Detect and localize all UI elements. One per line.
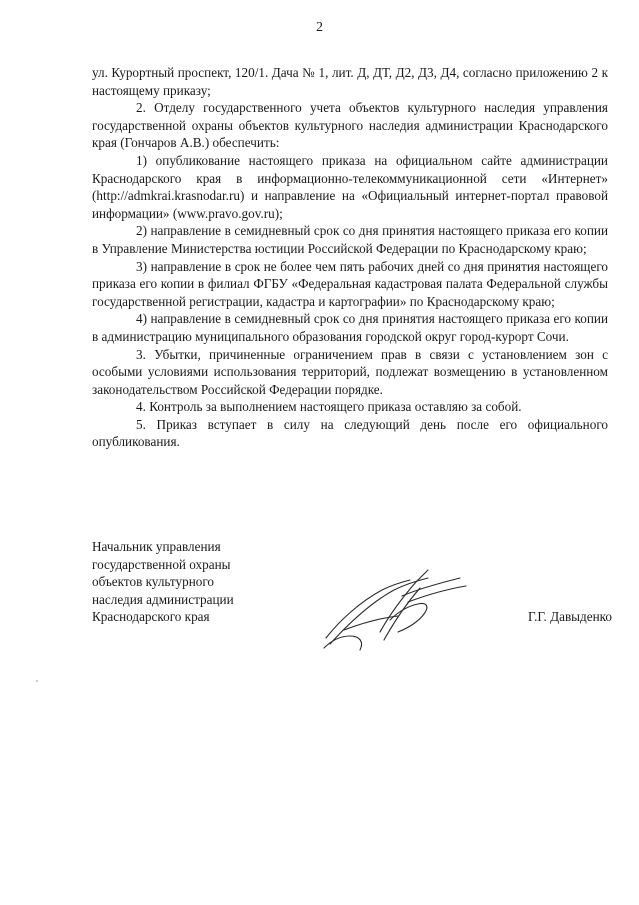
paragraph-continuation: ул. Курортный проспект, 120/1. Дача № 1, лит. Д, ДТ, Д2, Д3, Д4, согласно приложению 2 к настоящему приказу; [92,65,608,98]
signer-title-line: Начальник управления [92,539,221,554]
signer-title-line: наследия администрации [92,591,234,607]
document-body [92,64,608,451]
signer-title [92,538,292,626]
paragraph-subitem-2: 2) направление в семидневный срок со дня принятия настоящего приказа его копии в Управление Министерства юстиции Российской Федерации по Краснодарскому краю; [92,223,608,256]
signer-title-line: Краснодарского края [92,609,210,625]
paragraph-subitem-4: 4) направление в семидневный срок со дня принятия настоящего приказа его копии в администрацию муниципального образования городской округ город-курорт Сочи. [92,311,608,344]
signer-name: Г.Г. Давыденко [527,609,612,624]
paragraph-item-3: 3. Убытки, причиненные ограничением прав в связи с установлением зон с особыми условиями использования территорий, подлежат возмещению в установленном законодательством Российской Федерации порядке. [92,346,608,397]
signer-title-line: государственной охраны [92,556,231,572]
signer-title-line: объектов культурного [92,574,215,590]
paragraph-subitem-1: 1) опубликование настоящего приказа на официальном сайте администрации Краснодарского края в информационно-телекоммуникационной сети «Интернет» (http://admkrai.krasnodar.ru) и направление на «Официальный интернет-портал правовой информации» (www.pravo.gov.ru); [92,152,608,221]
paragraph-item-4: 4. Контроль за выполнением настоящего приказа оставляю за собой. [136,399,522,415]
handwritten-signature [320,560,470,660]
paragraph-subitem-3: 3) направление в срок не более чем пять рабочих дней со дня принятия настоящего приказа его копии в филиал ФГБУ «Федеральная кадастровая палата Федеральной службы государственной регистрации, кадастра и картографии» по Краснодарскому краю; [92,258,608,309]
paragraph-item-2: 2. Отделу государственного учета объектов культурного наследия управления государственной охраны объектов культурного наследия администрации Краснодарского края (Гончаров А.В.) обеспечить: [92,100,608,151]
scan-speck [36,680,38,682]
signature-block [92,538,612,648]
paragraph-item-5: 5. Приказ вступает в силу на следующий день после его официального опубликования. [92,416,608,450]
page-number: 2 [316,20,323,35]
